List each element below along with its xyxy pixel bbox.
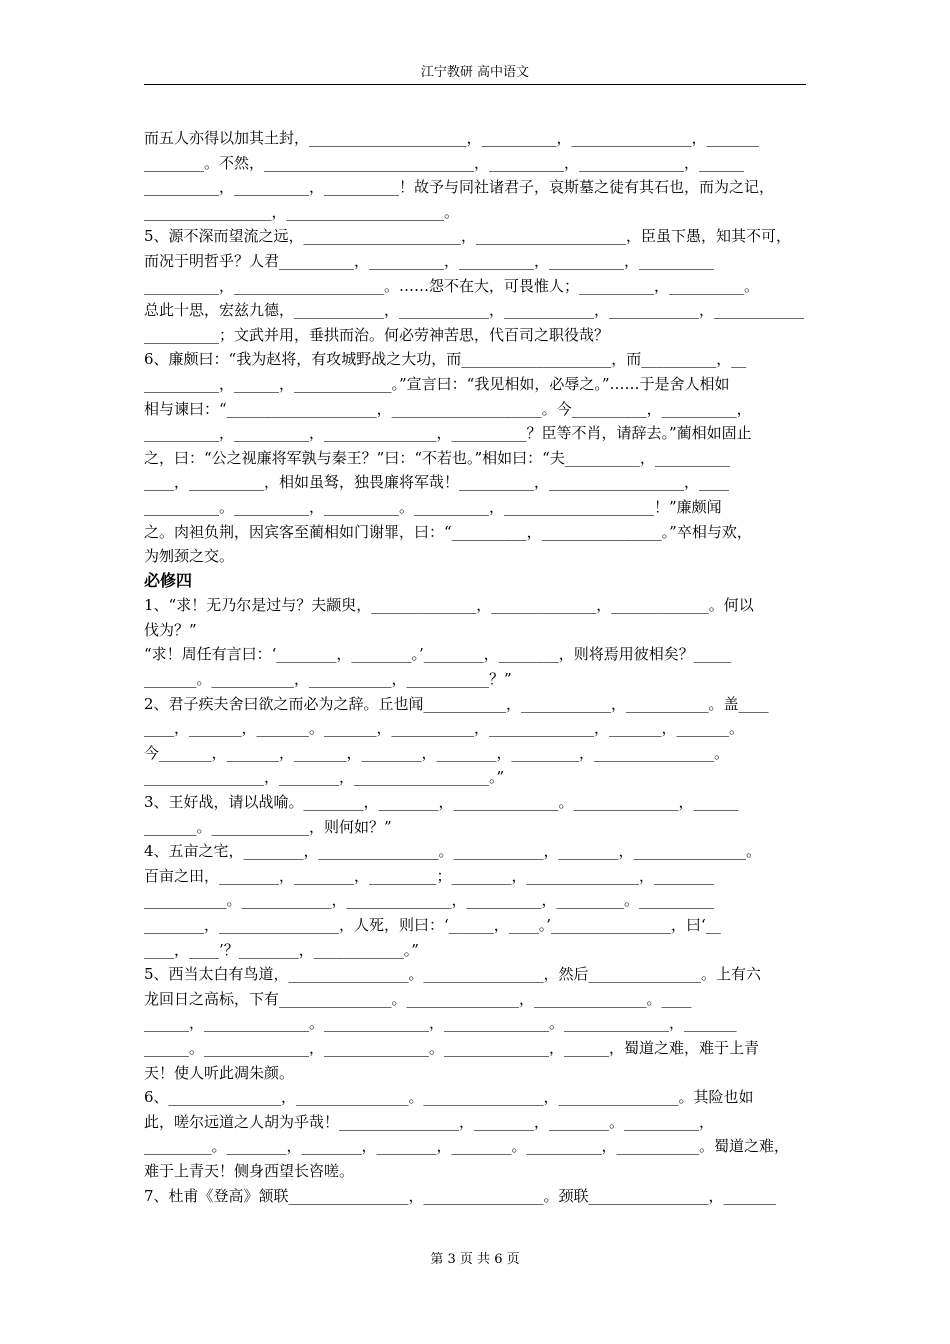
text-line: _________________，_____________________。 — [144, 202, 460, 221]
text-line: ____，____’？________，____________。” — [144, 940, 419, 959]
text-line: 伐为？” — [144, 620, 197, 639]
text-line: ________________，________，__________________。” — [144, 768, 505, 787]
text-line: ___________。____________，______________，__________，_________。__________ — [144, 891, 715, 910]
page-header — [144, 64, 806, 85]
document-body — [144, 126, 808, 1208]
text-line: 百亩之田，________，________，_________；________，_______________，________ — [144, 866, 715, 885]
text-line: 之，曰：“公之视廉将军孰与秦王？”曰：“不若也。”相如曰：“夫__________，__________ — [144, 448, 730, 467]
text-line: _________。________，________，________，________。__________，___________。蜀道之难， — [144, 1137, 790, 1156]
text-line: _______。_____________，则何如？” — [144, 817, 392, 836]
text-line: ______，______________。______________，______________。______________，_______ — [144, 1014, 737, 1033]
text-line: 6、_______________，_______________。________________，________________。其险也如 — [144, 1088, 754, 1107]
text-line: 为刎颈之交。 — [144, 547, 235, 566]
text-line: 今_______，_______，_______，________，________，_________，________________。 — [144, 743, 730, 762]
text-line: 总此十思，宏兹九德，____________，____________，____________，____________，____________ — [144, 301, 805, 320]
text-line: 天！使人听此凋朱颜。 — [144, 1063, 295, 1082]
text-line: 6、廉颇曰：“我为赵将，有攻城野战之大功，而____________________，而__________，__ — [144, 350, 747, 369]
text-line: __________。__________，__________。__________，____________________！”廉颇闻 — [144, 497, 722, 516]
text-line: 而五人亦得以加其土封，_____________________，__________，________________，_______ — [144, 129, 760, 147]
text-line: 2、君子疾夫舍曰欲之而必为之辞。丘也闻___________，____________，___________。盖____ — [144, 694, 769, 713]
header-title: 江宁教研 高中语文 — [420, 65, 530, 80]
text-line: ____，_______，_______。_______，___________，______________，_______，_______。 — [144, 719, 745, 738]
section-title: 必修四 — [144, 570, 193, 590]
text-line: 5、源不深而望流之远，_____________________，____________________，臣虽下愚，知其不可， — [144, 227, 792, 246]
text-line: 7、杜甫《登高》颔联________________，________________。颈联________________，_______ — [144, 1186, 777, 1205]
text-line: ______。______________，______________。______________，______，蜀道之难，难于上青 — [144, 1038, 760, 1057]
text-line: 龙回日之高标，下有_______________。_______________，_______________。____ — [144, 989, 692, 1008]
text-line: ________，________________，人死，则曰：‘______，____。’________________，曰‘__ — [144, 916, 721, 934]
text-line: 5、西当太白有鸟道，________________。________________，然后_______________。上有六 — [144, 965, 762, 984]
text-line: __________，__________，_______________，__________？臣等不肖，请辞去。”蔺相如固止 — [144, 424, 752, 443]
text-line: __________，______，_____________。”宣言曰：“我见相如，必辱之。”……于是舍人相如 — [144, 374, 730, 393]
text-line: _______。___________，___________，___________？” — [144, 670, 512, 689]
text-line: 此，嗟尔远道之人胡为乎哉！________________，________，________。__________， — [144, 1112, 715, 1131]
text-line: “求！周任有言曰：‘________，________。’________，________，则将焉用彼相矣？_____ — [144, 645, 732, 664]
text-line: 1、“求！无乃尔是过与？夫颛臾，______________，______________，_____________。何以 — [144, 596, 754, 615]
text-line: __________，__________，__________！故予与同社诸君子，哀斯墓之徒有其石也，而为之记， — [144, 178, 775, 197]
text-line: ____，__________，相如虽驽，独畏廉将军哉！__________，__________________，____ — [144, 473, 730, 492]
text-line: 而况于明哲乎？人君__________，__________，__________，__________，__________ — [144, 251, 715, 270]
page-footer — [0, 1248, 950, 1267]
text-line: __________；文武并用，垂拱而治。何必劳神苦思，代百司之职役哉？ — [144, 325, 610, 344]
page-number: 第 3 页 共 6 页 — [430, 1252, 520, 1267]
text-line: 相与谏曰：“____________________，____________________。今__________，__________， — [144, 399, 752, 418]
text-line: 之。肉袒负荆，因宾客至蔺相如门谢罪，曰：“__________，________________。”卒相与欢， — [144, 522, 752, 541]
text-line: __________，____________________。……怨不在大，可畏惟人；__________，__________。 — [144, 276, 760, 295]
text-line: 3、王好战，请以战喻。________，________，______________。______________，______ — [144, 793, 739, 812]
text-line: 难于上青天！侧身西望长咨嗟。 — [144, 1161, 355, 1180]
text-line: 4、五亩之宅，________，________________。____________，________，_______________。 — [144, 842, 762, 861]
text-line: ________。不然，____________________________，__________，______________，______ — [144, 153, 745, 172]
